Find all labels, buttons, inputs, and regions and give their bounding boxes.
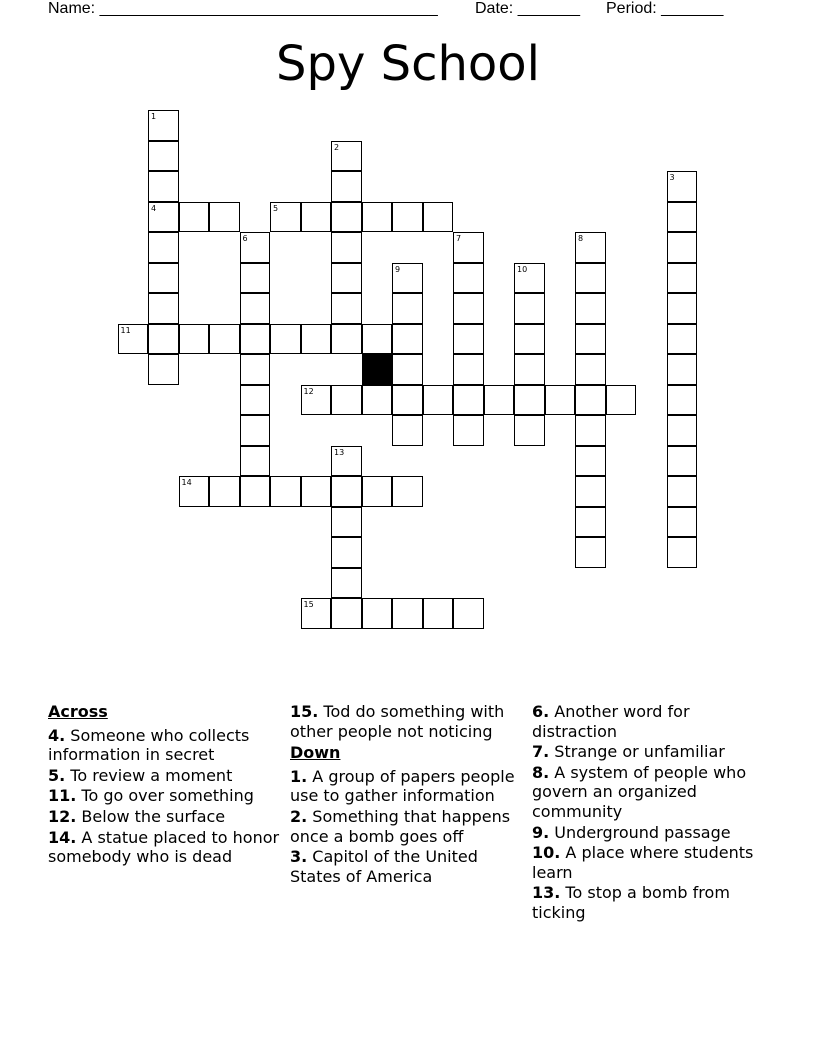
grid-cell[interactable] bbox=[606, 385, 637, 416]
clue-item-number: 14. bbox=[48, 827, 77, 847]
clue-item bbox=[290, 807, 528, 846]
grid-cell[interactable] bbox=[667, 385, 698, 416]
clue-number-13: 13 bbox=[334, 447, 345, 457]
grid-cell[interactable] bbox=[667, 202, 698, 233]
grid-cell[interactable] bbox=[331, 446, 362, 477]
grid-cell[interactable] bbox=[331, 598, 362, 629]
grid-cell[interactable] bbox=[667, 415, 698, 446]
grid-cell[interactable] bbox=[667, 537, 698, 568]
grid-cell[interactable] bbox=[514, 354, 545, 385]
clue-item bbox=[48, 828, 286, 867]
clue-number-2: 2 bbox=[334, 142, 340, 152]
clue-item-text: A system of people who govern an organized community bbox=[532, 762, 747, 821]
grid-cell[interactable] bbox=[453, 354, 484, 385]
clue-item bbox=[48, 766, 286, 786]
grid-cell[interactable] bbox=[392, 293, 423, 324]
clue-number-7: 7 bbox=[456, 234, 462, 243]
grid-cell[interactable] bbox=[270, 476, 301, 507]
across-heading: Across bbox=[48, 702, 108, 721]
grid-cell[interactable] bbox=[423, 202, 454, 233]
clue-item bbox=[290, 702, 528, 741]
clue-number-10: 10 bbox=[517, 264, 528, 274]
grid-cell[interactable] bbox=[331, 202, 362, 233]
grid-cell[interactable] bbox=[514, 415, 545, 446]
grid-cell[interactable] bbox=[667, 263, 698, 294]
grid-cell[interactable] bbox=[667, 446, 698, 477]
down-clue-list-continued bbox=[532, 702, 770, 923]
grid-cell[interactable] bbox=[148, 324, 179, 355]
clue-item-text: Below the surface bbox=[76, 806, 226, 826]
grid-cell[interactable] bbox=[331, 476, 362, 507]
clue-item-text: Capitol of the United States of America bbox=[290, 847, 478, 886]
clue-number-5: 5 bbox=[273, 203, 279, 213]
grid-cell[interactable] bbox=[331, 171, 362, 202]
grid-cell[interactable] bbox=[575, 446, 606, 477]
clue-item-number: 9. bbox=[532, 822, 550, 842]
grid-cell[interactable] bbox=[240, 476, 271, 507]
grid-cell[interactable] bbox=[575, 324, 606, 355]
grid-cell[interactable] bbox=[209, 476, 240, 507]
clue-item-number: 5. bbox=[48, 765, 66, 785]
down-clue-list bbox=[290, 767, 528, 887]
grid-cell[interactable] bbox=[453, 263, 484, 294]
clue-item-number: 13. bbox=[532, 883, 561, 903]
grid-cell[interactable] bbox=[301, 385, 332, 416]
grid-cell[interactable] bbox=[575, 263, 606, 294]
grid-cell[interactable] bbox=[179, 324, 210, 355]
grid-cell[interactable] bbox=[453, 324, 484, 355]
clue-number-4: 4 bbox=[151, 203, 157, 213]
clue-item bbox=[290, 847, 528, 886]
grid-cell[interactable] bbox=[362, 476, 393, 507]
grid-cell[interactable] bbox=[331, 141, 362, 172]
grid-cell[interactable] bbox=[667, 324, 698, 355]
grid-cell[interactable] bbox=[392, 202, 423, 233]
clue-number-8: 8 bbox=[578, 234, 584, 243]
grid-cell[interactable] bbox=[392, 263, 423, 294]
clue-item bbox=[48, 786, 286, 806]
grid-cell[interactable] bbox=[331, 232, 362, 263]
grid-cell[interactable] bbox=[148, 263, 179, 294]
clue-item bbox=[532, 763, 770, 822]
clue-item-number: 1. bbox=[290, 766, 308, 786]
grid-cell[interactable] bbox=[392, 324, 423, 355]
clue-number-6: 6 bbox=[242, 234, 248, 243]
grid-cell[interactable] bbox=[667, 507, 698, 538]
grid-cell[interactable] bbox=[148, 232, 179, 263]
grid-cell[interactable] bbox=[301, 598, 332, 629]
grid-cell[interactable] bbox=[240, 263, 271, 294]
clue-item-number: 6. bbox=[532, 702, 550, 721]
grid-cell[interactable] bbox=[240, 293, 271, 324]
grid-cell[interactable] bbox=[423, 385, 454, 416]
grid-cell[interactable] bbox=[514, 293, 545, 324]
grid-cell[interactable] bbox=[362, 324, 393, 355]
date-field[interactable]: Date: _______ bbox=[475, 0, 580, 17]
clue-item bbox=[532, 742, 770, 762]
grid-cell[interactable] bbox=[331, 385, 362, 416]
grid-cell[interactable] bbox=[575, 385, 606, 416]
grid-cell[interactable] bbox=[301, 324, 332, 355]
down-heading: Down bbox=[290, 743, 341, 763]
grid-cell[interactable] bbox=[209, 202, 240, 233]
grid-cell[interactable] bbox=[148, 141, 179, 172]
grid-cell[interactable] bbox=[270, 324, 301, 355]
grid-cell[interactable] bbox=[514, 324, 545, 355]
clue-item-text: Strange or unfamiliar bbox=[549, 742, 725, 762]
grid-cell[interactable] bbox=[270, 202, 301, 233]
clue-number-12: 12 bbox=[303, 386, 314, 396]
clue-number-14: 14 bbox=[181, 478, 192, 487]
grid-cell[interactable] bbox=[240, 324, 271, 355]
clue-item-text: Tod do something with other people not noticing bbox=[290, 702, 505, 741]
grid-cell[interactable] bbox=[331, 568, 362, 599]
grid-cell[interactable] bbox=[484, 385, 515, 416]
clue-item-text: Another word for distraction bbox=[532, 702, 690, 741]
clues-column-1 bbox=[48, 702, 286, 868]
clue-item-text: Something that happens once a bomb goes off bbox=[290, 806, 511, 846]
grid-cell[interactable] bbox=[240, 385, 271, 416]
clue-item-number: 7. bbox=[532, 742, 550, 762]
grid-cell[interactable] bbox=[545, 385, 576, 416]
grid-cell[interactable] bbox=[575, 354, 606, 385]
grid-cell[interactable] bbox=[179, 202, 210, 233]
across-clue-list-continued bbox=[290, 702, 528, 741]
grid-cell[interactable] bbox=[667, 232, 698, 263]
clue-item-text: A place where students learn bbox=[532, 843, 754, 882]
grid-cell[interactable] bbox=[575, 232, 606, 263]
clue-item-text: A group of papers people use to gather information bbox=[290, 766, 515, 806]
clue-item-number: 4. bbox=[48, 725, 66, 745]
clue-item-text: Someone who collects information in secret bbox=[48, 725, 250, 765]
grid-cell[interactable] bbox=[331, 324, 362, 355]
grid-cell[interactable] bbox=[575, 537, 606, 568]
grid-cell[interactable] bbox=[514, 263, 545, 294]
grid-cell[interactable] bbox=[240, 354, 271, 385]
grid-cell[interactable] bbox=[301, 476, 332, 507]
clue-item-number: 8. bbox=[532, 762, 550, 782]
clue-item-number: 10. bbox=[532, 843, 561, 863]
clue-number-9: 9 bbox=[395, 264, 401, 274]
grid-cell[interactable] bbox=[423, 598, 454, 629]
grid-cell[interactable] bbox=[667, 354, 698, 385]
grid-cell[interactable] bbox=[240, 415, 271, 446]
grid-cell[interactable] bbox=[148, 354, 179, 385]
grid-cell[interactable] bbox=[392, 476, 423, 507]
grid-cell[interactable] bbox=[667, 171, 698, 202]
grid-cell[interactable] bbox=[331, 537, 362, 568]
clue-item-text: To review a moment bbox=[65, 765, 233, 785]
grid-cell[interactable] bbox=[209, 324, 240, 355]
grid-cell[interactable] bbox=[148, 171, 179, 202]
clue-item bbox=[532, 702, 770, 741]
clue-item bbox=[532, 843, 770, 882]
grid-cell[interactable] bbox=[179, 476, 210, 507]
clue-item-text: A statue placed to honor somebody who is dead bbox=[48, 827, 280, 867]
grid-cell[interactable] bbox=[392, 598, 423, 629]
clue-number-1: 1 bbox=[151, 112, 157, 121]
grid-cell[interactable] bbox=[453, 232, 484, 263]
clue-item-number: 2. bbox=[290, 806, 308, 826]
grid-cell[interactable] bbox=[118, 324, 149, 355]
clue-number-11: 11 bbox=[120, 325, 131, 335]
grid-cell[interactable] bbox=[362, 202, 393, 233]
clues-column-3 bbox=[532, 702, 770, 924]
grid-cell[interactable] bbox=[331, 263, 362, 294]
clue-item bbox=[48, 726, 286, 765]
grid-cell[interactable] bbox=[575, 415, 606, 446]
clue-item bbox=[290, 767, 528, 806]
across-clue-list bbox=[48, 726, 286, 867]
clue-item-number: 11. bbox=[48, 786, 77, 806]
grid-cell[interactable] bbox=[362, 385, 393, 416]
grid-cell[interactable] bbox=[453, 415, 484, 446]
grid-cell[interactable] bbox=[148, 110, 179, 141]
grid-cell[interactable] bbox=[392, 354, 423, 385]
grid-cell[interactable] bbox=[453, 385, 484, 416]
clue-item-number: 3. bbox=[290, 847, 308, 867]
clue-item-number: 12. bbox=[48, 806, 77, 826]
clue-number-15: 15 bbox=[303, 600, 314, 609]
grid-cell[interactable] bbox=[667, 476, 698, 507]
name-field[interactable]: Name: ______________________________________ bbox=[48, 0, 438, 17]
grid-cell[interactable] bbox=[148, 293, 179, 324]
grid-cell[interactable] bbox=[301, 202, 332, 233]
grid-cell[interactable] bbox=[667, 293, 698, 324]
clue-item bbox=[48, 807, 286, 827]
clue-item-text: Underground passage bbox=[549, 822, 731, 842]
grid-cell[interactable] bbox=[575, 476, 606, 507]
grid-cell[interactable] bbox=[392, 385, 423, 416]
grid-cell[interactable] bbox=[453, 598, 484, 629]
clue-item bbox=[532, 883, 770, 922]
grid-cell[interactable] bbox=[331, 293, 362, 324]
grid-cell[interactable] bbox=[575, 507, 606, 538]
grid-cell[interactable] bbox=[240, 446, 271, 477]
grid-cell[interactable] bbox=[392, 415, 423, 446]
grid-cell[interactable] bbox=[148, 202, 179, 233]
grid-cell[interactable] bbox=[575, 293, 606, 324]
clue-item-number: 15. bbox=[290, 702, 319, 721]
grid-cell[interactable] bbox=[453, 293, 484, 324]
clue-number-3: 3 bbox=[669, 173, 675, 182]
page-title: Spy School bbox=[276, 36, 540, 92]
clues-column-2 bbox=[290, 702, 528, 887]
grid-cell[interactable] bbox=[331, 507, 362, 538]
period-field[interactable]: Period: _______ bbox=[606, 0, 724, 17]
grid-cell[interactable] bbox=[362, 598, 393, 629]
grid-cell[interactable] bbox=[514, 385, 545, 416]
clue-item bbox=[532, 823, 770, 843]
grid-cell[interactable] bbox=[240, 232, 271, 263]
grid-black-cell bbox=[362, 354, 393, 385]
clue-item-text: To stop a bomb from ticking bbox=[532, 883, 730, 922]
clue-item-text: To go over something bbox=[76, 786, 254, 806]
